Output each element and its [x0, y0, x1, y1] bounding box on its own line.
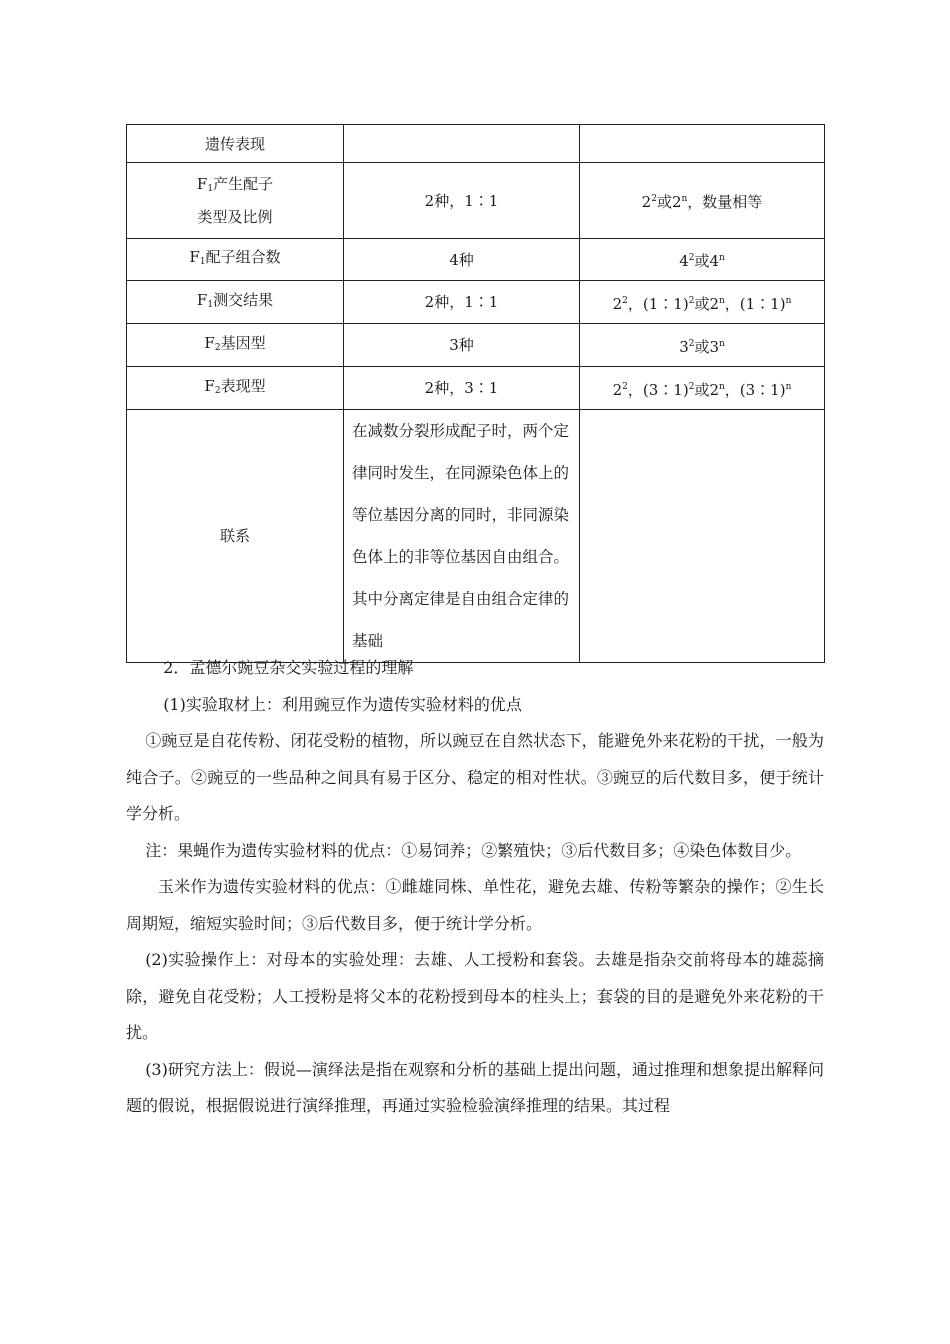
paragraph: 玉米作为遗传实验材料的优点：①雌雄同株、单性花，避免去雄、传粉等繁杂的操作；②生长周期短，缩短实验时间；③后代数目多，便于统计学分析。: [126, 877, 824, 933]
row-label: $F_2$基因型: [127, 324, 344, 367]
row-label: 联系: [127, 410, 344, 663]
cell-empty: [580, 410, 825, 663]
paragraph: (3)研究方法上：假说—演绎法是指在观察和分析的基础上提出问题，通过推理和想象提出解释问题的假说，根据假说进行演绎推理，再通过实验检验演绎推理的结果。其过程: [126, 1059, 824, 1115]
comparison-table: [126, 124, 825, 663]
table-row: [127, 239, 825, 281]
cell-value: $2^2$，(1∶1)$^2$或2$^n$，(1∶1)$^n$: [580, 281, 825, 324]
cell-value: 4种: [344, 239, 580, 281]
table-row: [127, 367, 825, 410]
cell-value: 2种，3∶1: [344, 367, 580, 410]
cell-value: $2^2$，(3∶1)$^2$或2$^n$，(3∶1)$^n$: [580, 367, 825, 410]
row-label-line1: $F_1$产生配子: [196, 175, 274, 194]
cell-value: $2^2$或2$^n$，数量相等: [580, 163, 825, 239]
row-label-text: 遗传表现: [204, 134, 265, 153]
paragraph: 注：果蝇作为遗传实验材料的优点：①易饲养；②繁殖快；③后代数目多；④染色体数目少。: [145, 840, 802, 860]
table-row: [127, 125, 825, 163]
cell-value: 2种，1∶1: [344, 163, 580, 239]
subsection-heading: (1)实验取材上：利用豌豆作为遗传实验材料的优点: [163, 694, 522, 714]
row-label: $F_2$表现型: [127, 367, 344, 410]
table-row: [127, 324, 825, 367]
row-label: $F_1$配子组合数: [127, 239, 344, 281]
cell-value: 3种: [344, 324, 580, 367]
section-heading: 2．孟德尔豌豆杂交实验过程的理解: [163, 658, 414, 677]
paragraph: (2)实验操作上：对母本的实验处理：去雄、人工授粉和套袋。去雄是指杂交前将母本的雄蕊摘除，避免自花受粉；人工授粉是将父本的花粉授到母本的柱头上；套袋的目的是避免外来花粉的干扰。: [126, 950, 824, 1042]
cell-paragraph: 在减数分裂形成配子时，两个定律同时发生，在同源染色体上的等位基因分离的同时，非同源染色体上的非等位基因自由组合。其中分离定律是自由组合定律的基础: [344, 410, 580, 663]
body-text: [126, 650, 824, 1125]
cell-value: $3^2$或3$^n$: [580, 324, 825, 367]
row-label: [127, 163, 344, 239]
table-row: [127, 163, 825, 239]
paragraph: ①豌豆是自花传粉、闭花受粉的植物，所以豌豆在自然状态下，能避免外来花粉的干扰，一般为纯合子。②豌豆的一些品种之间具有易于区分、稳定的相对性状。③豌豆的后代数目多，便于统计学分析。: [126, 731, 824, 823]
cell-value: 2种，1∶1: [344, 281, 580, 324]
cell-empty: [344, 125, 580, 163]
row-label: [127, 125, 344, 163]
cell-empty: [580, 125, 825, 163]
row-label: $F_1$测交结果: [127, 281, 344, 324]
table-row: [127, 281, 825, 324]
cell-value: $4^2$或4$^n$: [580, 239, 825, 281]
table-row: [127, 410, 825, 663]
row-label-line2: 类型及比例: [197, 208, 273, 226]
